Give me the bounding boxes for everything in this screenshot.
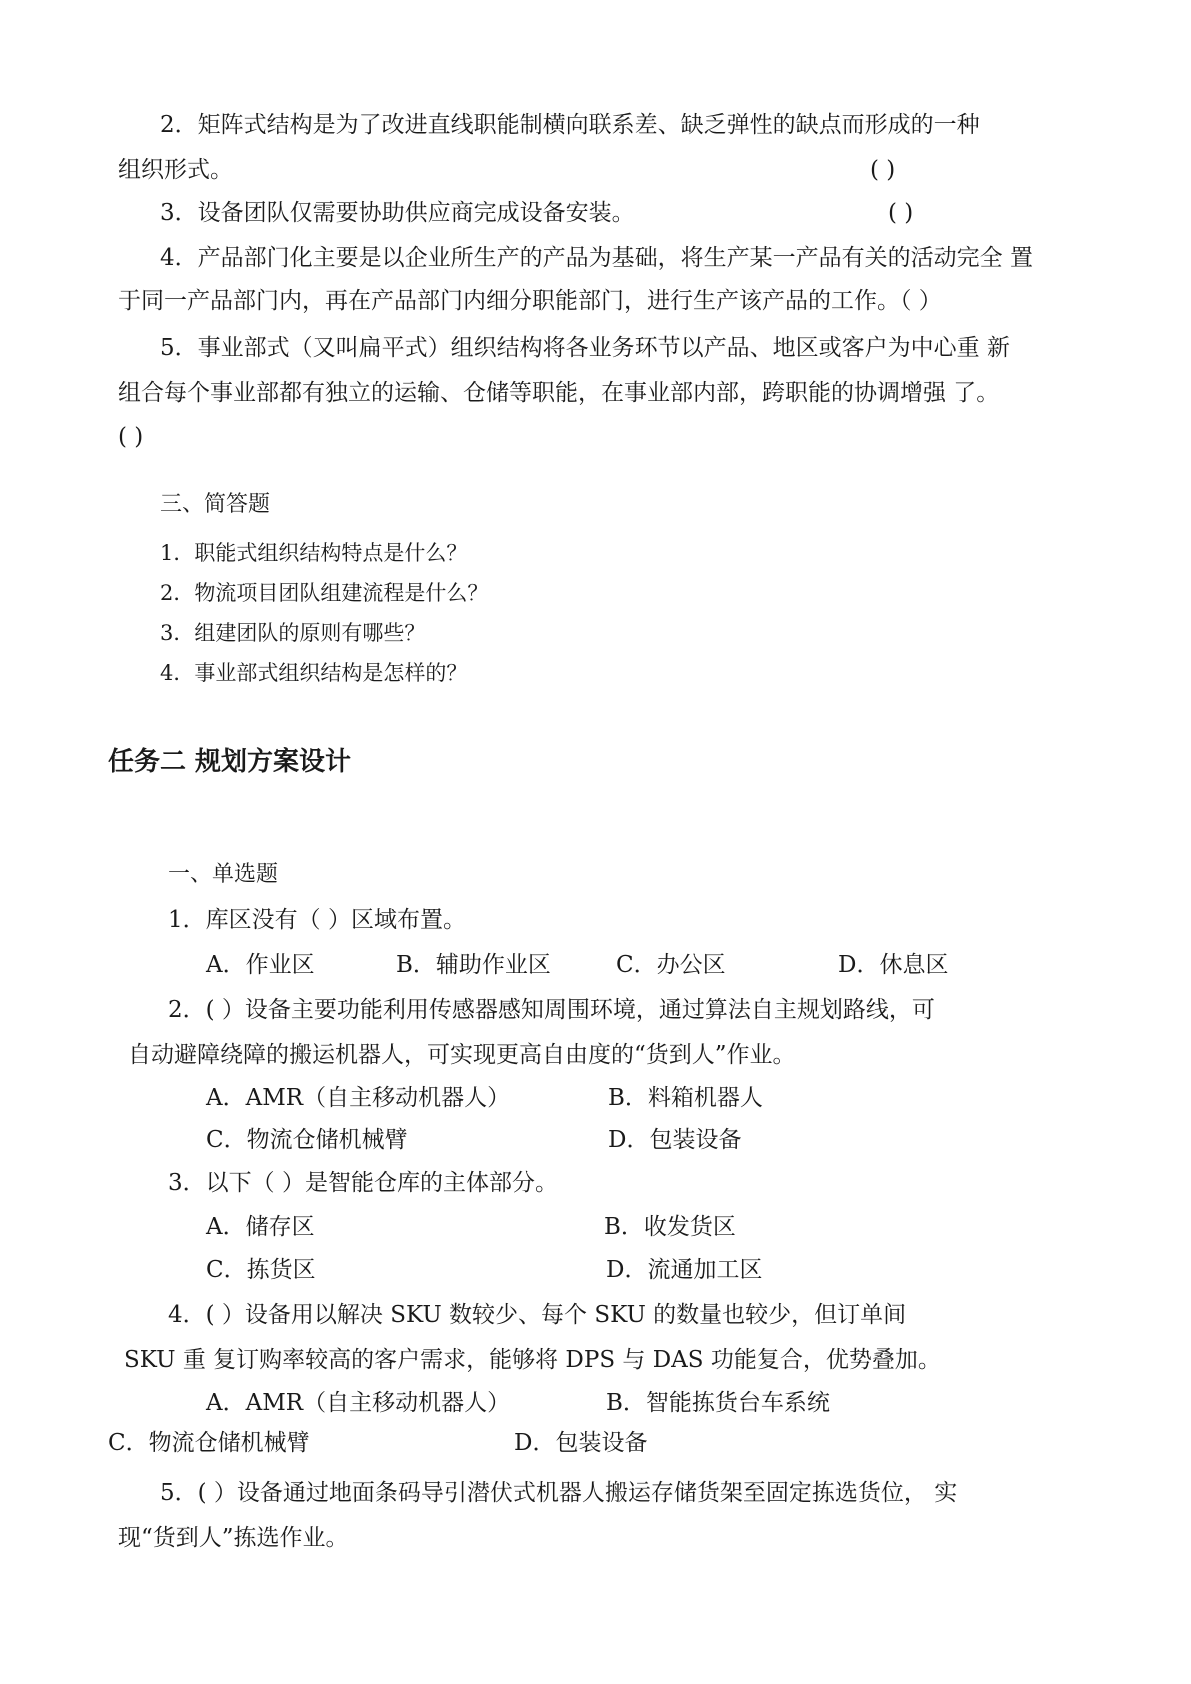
- mc-q4-option-d: D．包装设备: [514, 1430, 648, 1456]
- mc-q5-line1: 5．( ）设备通过地面条码导引潜伏式机器人搬运存储货架至固定拣选货位， 实: [160, 1480, 958, 1506]
- tf-q5-line2: 组合每个事业部都有独立的运输、仓储等职能，在事业部内部，跨职能的协调增强 了。: [118, 380, 1000, 406]
- short-answer-item-2: 2．物流项目团队组建流程是什么？: [160, 581, 489, 605]
- tf-q5-answer-paren: ( ): [118, 424, 144, 450]
- tf-q2-answer-paren: ( ): [870, 157, 896, 183]
- mc-q4-option-c: C．物流仓储机械臂: [108, 1430, 310, 1456]
- mc-q4-option-b: B．智能拣货台车系统: [606, 1390, 830, 1416]
- tf-q5-line1: 5．事业部式（又叫扁平式）组织结构将各业务环节以产品、地区或客户为中心重 新: [160, 335, 1010, 361]
- mc-q1-option-d: D．休息区: [838, 952, 949, 978]
- short-answer-item-3: 3．组建团队的原则有哪些？: [160, 621, 426, 645]
- mc-q1-option-c: C．办公区: [616, 952, 726, 978]
- mc-q5-line2: 现“货到人”拣选作业。: [118, 1525, 349, 1551]
- mc-q1: 1．库区没有（ ）区域布置。: [168, 907, 466, 933]
- tf-q2-line1: 2．矩阵式结构是为了改进直线职能制横向联系差、缺乏弹性的缺点而形成的一种: [160, 112, 980, 138]
- mc-q3-option-c: C．拣货区: [206, 1257, 316, 1283]
- tf-q3-answer-paren: ( ): [888, 200, 914, 226]
- mc-q3-option-d: D．流通加工区: [606, 1257, 763, 1283]
- mc-q2-option-a: A．AMR（自主移动机器人）: [206, 1085, 511, 1111]
- mc-q3: 3．以下（ ）是智能仓库的主体部分。: [168, 1170, 558, 1196]
- mc-q4-line1: 4．( ）设备用以解决 SKU 数较少、每个 SKU 的数量也较少，但订单间: [168, 1302, 907, 1328]
- tf-q4-line1: 4．产品部门化主要是以企业所生产的产品为基础，将生产某一产品有关的活动完全 置: [160, 245, 1033, 271]
- mc-q1-option-a: A．作业区: [206, 952, 315, 978]
- mc-q2-option-c: C．物流仓储机械臂: [206, 1127, 408, 1153]
- mc-q2-line2: 自动避障绕障的搬运机器人，可实现更高自由度的“货到人”作业。: [128, 1042, 796, 1068]
- tf-q4-line2: 于同一产品部门内，再在产品部门内细分职能部门，进行生产该产品的工作。（ ）: [118, 288, 942, 314]
- short-answer-heading: 三、简答题: [160, 492, 271, 517]
- short-answer-item-4: 4．事业部式组织结构是怎样的？: [160, 661, 468, 685]
- tf-q3: 3．设备团队仅需要协助供应商完成设备安装。: [160, 200, 635, 226]
- mc-q3-option-a: A．储存区: [206, 1214, 315, 1240]
- task2-section-heading: 一、单选题: [168, 862, 279, 887]
- mc-q2-line1: 2．( ）设备主要功能利用传感器感知周围环境，通过算法自主规划路线，可: [168, 997, 935, 1023]
- mc-q1-option-b: B．辅助作业区: [396, 952, 551, 978]
- mc-q2-option-b: B．料箱机器人: [608, 1085, 763, 1111]
- mc-q4-option-a: A．AMR（自主移动机器人）: [206, 1390, 511, 1416]
- tf-q2-line2: 组织形式。: [118, 157, 233, 183]
- mc-q4-line2: SKU 重 复订购率较高的客户需求，能够将 DPS 与 DAS 功能复合，优势叠加。: [124, 1347, 941, 1373]
- mc-q2-option-d: D．包装设备: [608, 1127, 742, 1153]
- mc-q3-option-b: B．收发货区: [604, 1214, 736, 1240]
- short-answer-item-1: 1．职能式组织结构特点是什么？: [160, 541, 468, 565]
- task2-title: 任务二 规划方案设计: [108, 747, 352, 777]
